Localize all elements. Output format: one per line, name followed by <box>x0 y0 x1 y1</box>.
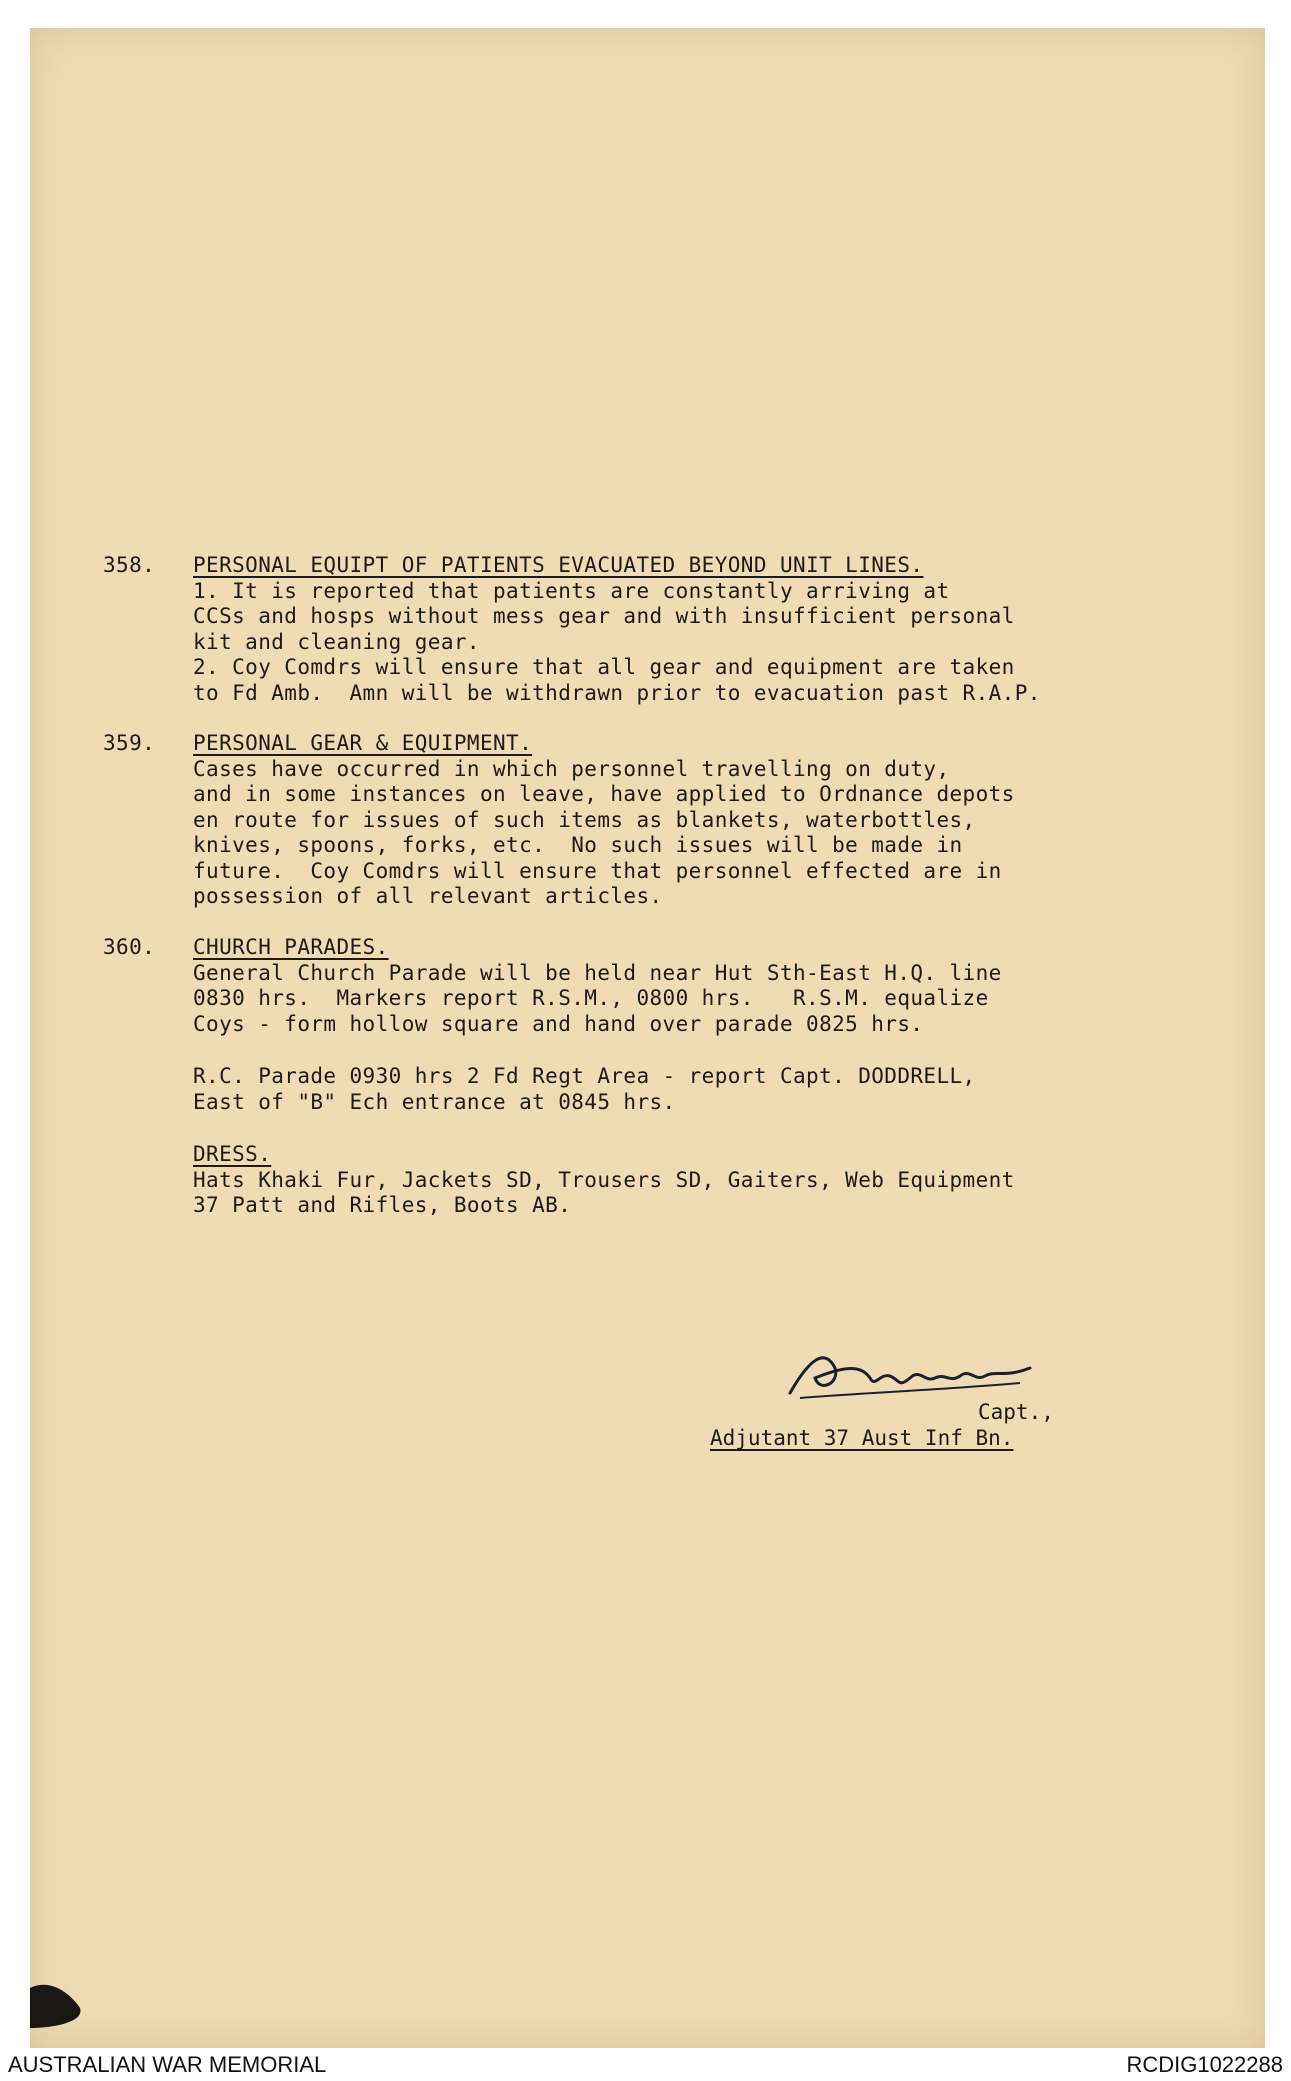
item-line: future. Coy Comdrs will ensure that personnel effected are in <box>193 858 1002 883</box>
ink-stain-mark <box>30 1978 110 2028</box>
order-item-358 <box>103 553 1233 706</box>
reverse-bleed-through <box>500 128 524 240</box>
signature-rank: Capt., <box>978 1400 1054 1424</box>
order-item-360 <box>103 935 1233 1219</box>
item-line: CCSs and hosps without mess gear and with insufficient personal <box>193 604 1015 628</box>
item-line: 0830 hrs. Markers report R.S.M., 0800 hrs. R.S.M. equalize <box>193 986 989 1010</box>
item-line: Hats Khaki Fur, Jackets SD, Trousers SD, Gaiters, Web Equipment <box>193 1167 1015 1192</box>
archive-footer <box>0 2048 1291 2081</box>
item-line: knives, spoons, forks, etc. No such issues will be made in <box>193 833 963 857</box>
item-title: CHURCH PARADES. <box>193 935 389 959</box>
item-line: R.C. Parade 0930 hrs 2 Fd Regt Area - report Capt. DODDRELL, <box>193 1064 976 1088</box>
item-number: 359. <box>103 731 156 755</box>
handwritten-signature <box>780 1338 1040 1408</box>
footer-source: AUSTRALIAN WAR MEMORIAL <box>8 2052 327 2077</box>
item-line: 2. Coy Comdrs will ensure that all gear and equipment are taken <box>193 655 1015 679</box>
document-page <box>30 28 1265 2048</box>
footer-id: RCDIG1022288 <box>1126 2052 1283 2077</box>
item-line: Coys - form hollow square and hand over parade 0825 hrs. <box>193 1011 924 1036</box>
item-number: 360. <box>103 935 156 959</box>
item-number: 358. <box>103 553 156 577</box>
dress-title: DRESS. <box>193 1142 272 1166</box>
item-line: General Church Parade will be held near Hut Sth-East H.Q. line <box>193 960 1002 985</box>
item-line: possession of all relevant articles. <box>193 884 663 908</box>
item-line: and in some instances on leave, have applied to Ordnance depots <box>193 782 1015 806</box>
signature-title: Adjutant 37 Aust Inf Bn. <box>710 1426 1014 1450</box>
item-line: en route for issues of such items as blankets, waterbottles, <box>193 807 976 832</box>
item-line: 1. It is reported that patients are constantly arriving at <box>193 578 950 603</box>
item-line: Cases have occurred in which personnel travelling on duty, <box>193 756 950 781</box>
item-title: PERSONAL EQUIPT OF PATIENTS EVACUATED BEYOND UNIT LINES. <box>193 553 924 577</box>
order-item-359 <box>103 731 1233 910</box>
item-title: PERSONAL GEAR & EQUIPMENT. <box>193 731 533 755</box>
item-line: kit and cleaning gear. <box>193 629 480 654</box>
item-line: East of "B" Ech entrance at 0845 hrs. <box>193 1089 676 1114</box>
item-line: 37 Patt and Rifles, Boots AB. <box>193 1193 572 1217</box>
item-line: to Fd Amb. Amn will be withdrawn prior to evacuation past R.A.P. <box>193 680 1041 705</box>
